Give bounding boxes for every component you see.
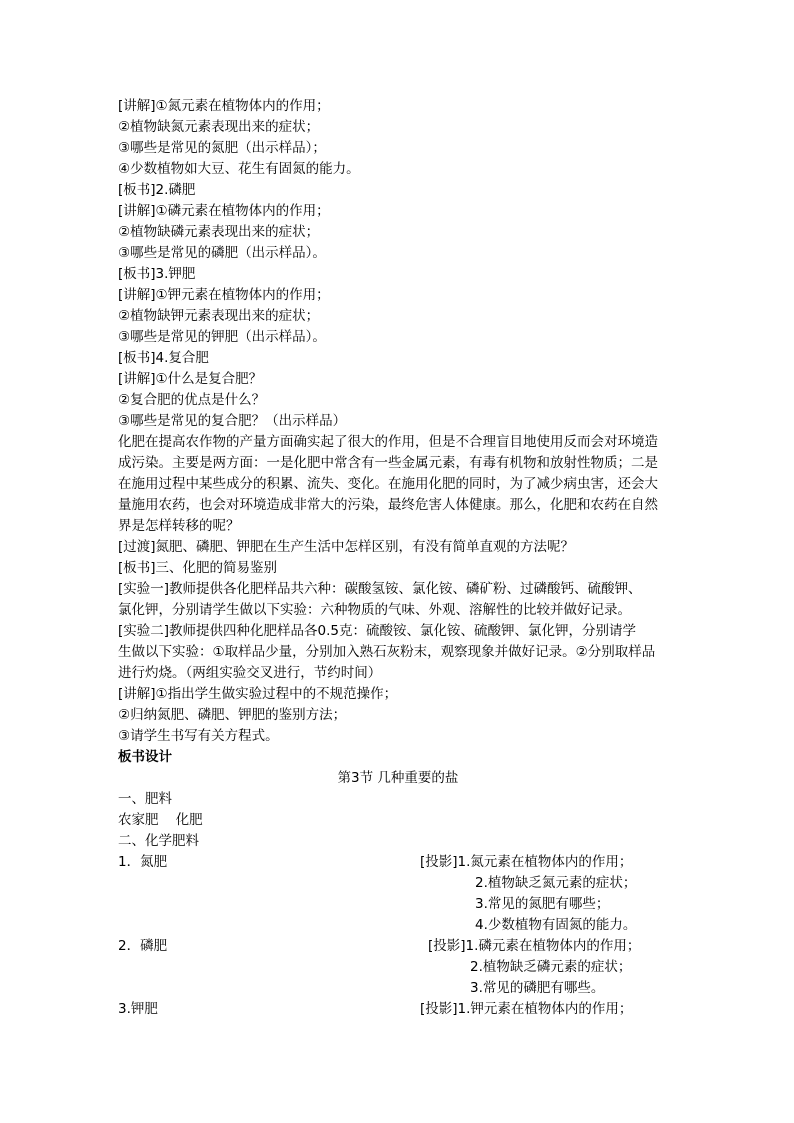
nitrogen-label: 1．氮肥 (118, 854, 168, 870)
experiment1-line: [实验一]教师提供各化肥样品共六种：碳酸氢铵、氯化铵、磷矿粉、过磷酸钙、硫酸钾、 (118, 581, 642, 597)
projection-line: 2.植物缺乏氮元素的症状； (475, 875, 637, 891)
text-line: ②植物缺钾元素表现出来的症状； (118, 308, 320, 324)
text-line: ②复合肥的优点是什么？ (118, 392, 266, 408)
text-line: ④少数植物如大豆、花生有固氮的能力。 (118, 161, 360, 177)
text-line: [讲解]①磷元素在植物体内的作用； (118, 203, 330, 219)
projection-row (118, 978, 678, 999)
projection-line: [投影]1.磷元素在植物体内的作用； (428, 938, 641, 954)
projection-row (118, 894, 678, 915)
pollution-paragraph-line: 界是怎样转移的呢？ (118, 518, 240, 534)
projection-line: 3.常见的氮肥有哪些； (475, 896, 610, 912)
pollution-paragraph-line: 量施用农药，也会对环境造成非常大的污染，最终危害人体健康。那么，化肥和农药在自然 (118, 497, 658, 513)
projection-line: 3.常见的磷肥有哪些。 (470, 980, 605, 996)
board-line: [板书]三、化肥的简易鉴别 (118, 560, 278, 576)
text-line: ③哪些是常见的氮肥（出示样品）； (118, 140, 326, 156)
lecture-line: [讲解]①指出学生做实验过程中的不规范操作； (118, 686, 398, 702)
projection-line: [投影]1.钾元素在植物体内的作用； (420, 1001, 633, 1017)
projection-row (118, 915, 678, 936)
experiment2-line: 生做以下实验：①取样品少量，分别加入熟石灰粉末，观察现象并做好记录。②分别取样品 (118, 644, 656, 660)
nitrogen-row (118, 852, 678, 873)
potassium-row (118, 999, 678, 1020)
projection-line: 4.少数植物有固氮的能力。 (475, 917, 637, 933)
text-line: [讲解]①钾元素在植物体内的作用； (118, 287, 330, 303)
projection-line: [投影]1.氮元素在植物体内的作用； (420, 854, 633, 870)
text-line: ②植物缺磷元素表现出来的症状； (118, 224, 320, 240)
potassium-label: 3.钾肥 (118, 1001, 158, 1017)
pollution-paragraph-line: 成污染。主要是两方面：一是化肥中常含有一些金属元素，有毒有机物和放射性物质；二是 (118, 455, 658, 471)
phosphorus-row (118, 936, 678, 957)
text-line: [讲解]①什么是复合肥？ (118, 371, 263, 387)
text-line: [板书]4.复合肥 (118, 350, 209, 366)
pollution-paragraph-line: 在施用过程中某些成分的积累、流失、变化。在施用化肥的同时，为了减少病虫害，还会大 (118, 476, 658, 492)
experiment2-line: 进行灼烧。（两组实验交叉进行，节约时间） (118, 665, 382, 681)
text-line: [板书]2.磷肥 (118, 182, 196, 198)
lecture-line: ③请学生书写有关方程式。 (118, 728, 279, 744)
document-page (118, 96, 678, 1020)
lecture-line: ②归纳氮肥、磷肥、钾肥的鉴别方法； (118, 707, 347, 723)
experiment1-line: 氯化钾，分别请学生做以下实验：六种物质的气味、外观、溶解性的比较并做好记录。 (118, 602, 631, 618)
outline-item: 一、肥料 (118, 791, 172, 807)
phosphorus-label: 2．磷肥 (118, 938, 168, 954)
experiment2-line: [实验二]教师提供四种化肥样品各0.5克：硫酸铵、氯化铵、硫酸钾、氯化钾，分别请学 (118, 623, 637, 639)
outline-item: 二、化学肥料 (118, 833, 199, 849)
section-title: 第3节 几种重要的盐 (337, 770, 459, 786)
transition-line: [过渡]氮肥、磷肥、钾肥在生产生活中怎样区别，有没有简单直观的方法呢？ (118, 539, 575, 555)
text-line: ③哪些是常见的复合肥？（出示样品） (118, 413, 347, 429)
projection-row (118, 873, 678, 894)
text-line: ③哪些是常见的钾肥（出示样品）。 (118, 329, 326, 345)
projection-row (118, 957, 678, 978)
projection-line: 2.植物缺乏磷元素的症状； (470, 959, 632, 975)
text-line: [板书]3.钾肥 (118, 266, 196, 282)
text-line: [讲解]①氮元素在植物体内的作用； (118, 98, 330, 114)
outline-item: 农家肥 化肥 (118, 812, 203, 828)
text-line: ③哪些是常见的磷肥（出示样品）。 (118, 245, 326, 261)
pollution-paragraph-line: 化肥在提高农作物的产量方面确实起了很大的作用，但是不合理盲目地使用反而会对环境造 (118, 434, 658, 450)
board-design-heading: 板书设计 (118, 749, 172, 765)
text-line: ②植物缺氮元素表现出来的症状； (118, 119, 320, 135)
